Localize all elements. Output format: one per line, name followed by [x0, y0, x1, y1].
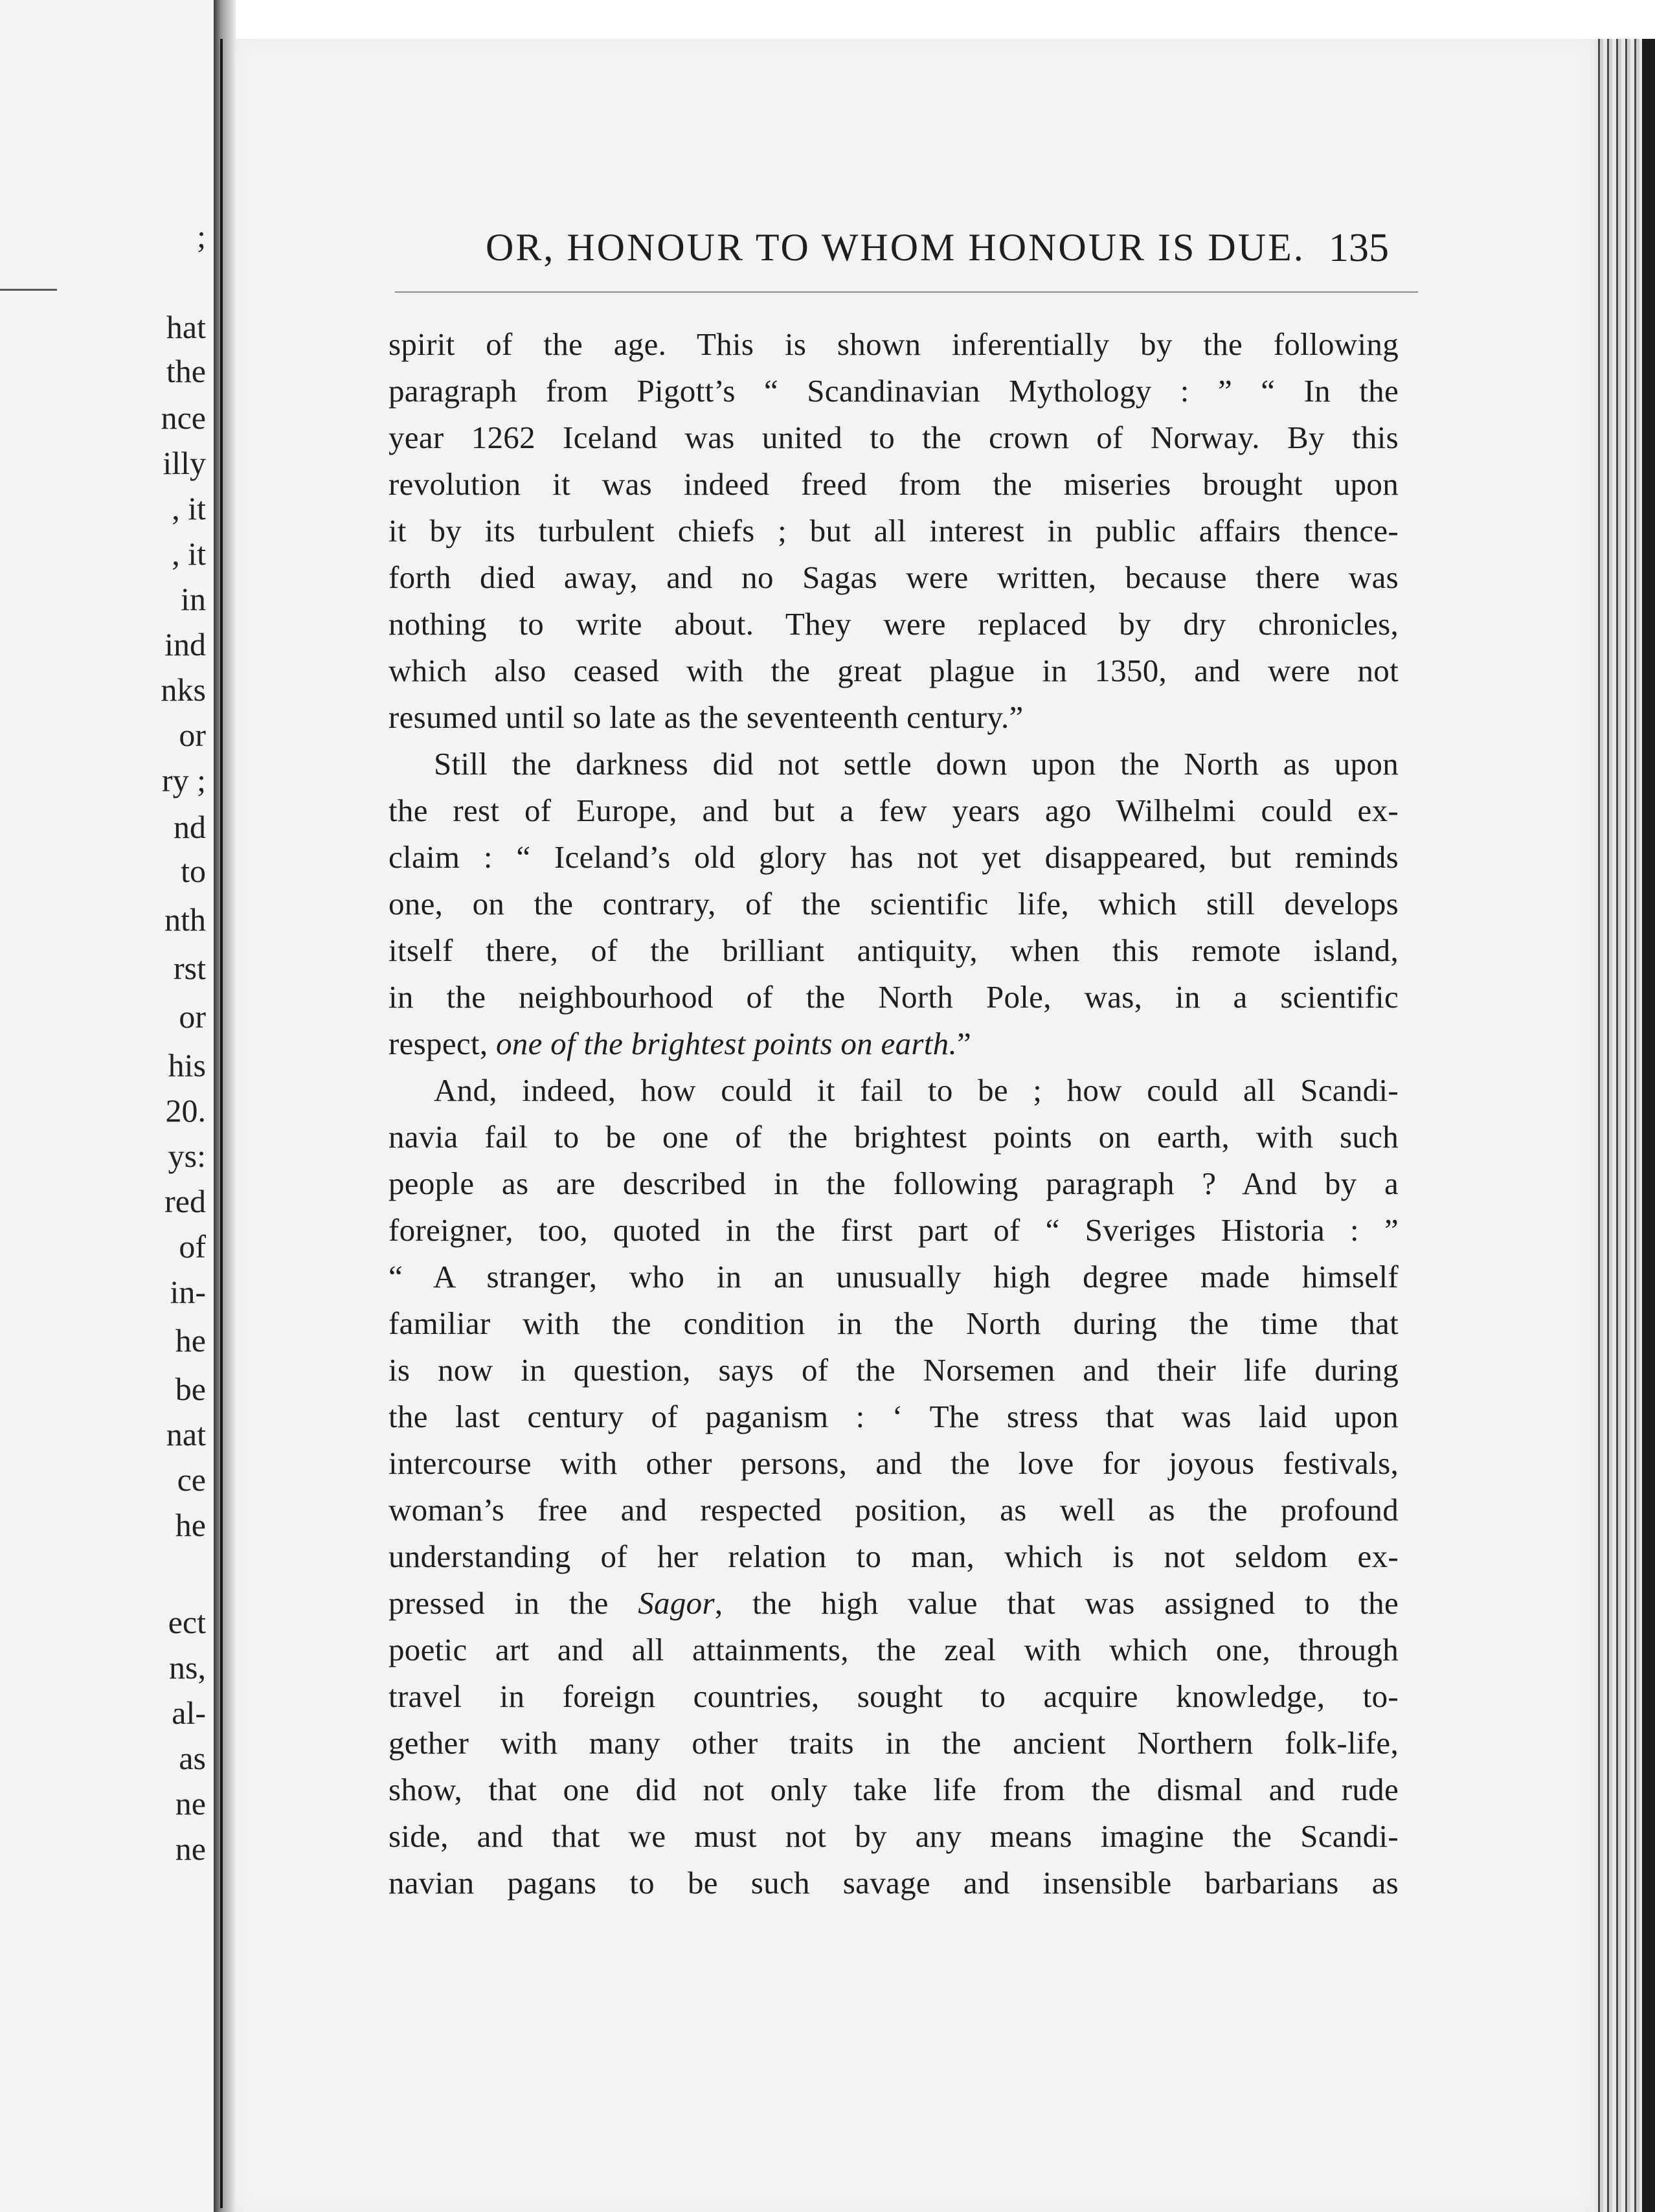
text-line: paragraph from Pigott’s “ Scandinavian Mythology : ” “ In the	[388, 373, 1399, 409]
left-page-fragment-line: in	[181, 581, 206, 617]
left-page-fragment-line: hat	[166, 309, 206, 345]
text-segment: pressed in the	[388, 1585, 609, 1621]
left-page-fragment-line: his	[168, 1047, 206, 1083]
left-page-fragment-line: ne	[175, 1831, 206, 1867]
italic-word: Sagor	[638, 1585, 715, 1621]
text-line: gether with many other traits in the ancient Northern folk-life,	[388, 1725, 1399, 1761]
left-page-fragment-line: nat	[166, 1416, 206, 1452]
left-page-fragment-line: red	[164, 1183, 206, 1219]
left-page-fragment-line: in-	[170, 1274, 206, 1310]
left-page-fragment-line: be	[175, 1371, 206, 1407]
text-line: “ A stranger, who in an unusually high degree made himself	[388, 1259, 1399, 1294]
text-line: show, that one did not only take life from the dismal and rude	[388, 1772, 1399, 1807]
left-page-fragment-line: ect	[168, 1604, 206, 1640]
left-page-fragment-line: ns,	[169, 1649, 206, 1686]
left-page-fragment-line: ys:	[168, 1138, 206, 1174]
running-head-title: OR, HONOUR TO WHOM HONOUR IS DUE.	[486, 226, 1305, 269]
text-line: which also ceased with the great plague in 1350, and were not	[388, 653, 1399, 688]
page-number: 135	[1329, 226, 1389, 270]
running-head-rule	[395, 291, 1418, 293]
text-line: spirit of the age. This is shown inferentially by the following	[388, 326, 1399, 362]
left-page-fragment-line: nd	[174, 809, 206, 845]
left-page-fragment-line: illy	[163, 445, 206, 481]
left-page-fragment-line: ind	[164, 626, 206, 662]
text-line: the last century of paganism : ‘ The stress that was laid upon	[388, 1399, 1399, 1434]
text-line: intercourse with other persons, and the love for joyous festivals,	[388, 1445, 1399, 1481]
text-line: familiar with the condition in the North during the time that	[388, 1305, 1399, 1341]
text-line: itself there, of the brilliant antiquity, when this remote island,	[388, 932, 1399, 968]
left-page-fragment-line: ce	[177, 1462, 206, 1498]
text-line: woman’s free and respected position, as well as the profound	[388, 1492, 1399, 1528]
left-page-fragment-line: nth	[164, 901, 206, 938]
left-page-fragment-line: nce	[161, 400, 206, 436]
left-page-fragment-line: ;	[197, 218, 206, 254]
text-line: poetic art and all attainments, the zeal with which one, through	[388, 1632, 1399, 1667]
left-page-fragment-line: to	[181, 853, 206, 889]
text-line: travel in foreign countries, sought to acquire knowledge, to-	[388, 1678, 1399, 1714]
text-segment: respect,	[388, 1026, 488, 1061]
left-page-rule	[0, 289, 57, 291]
left-page-fragment-line: ry ;	[161, 762, 206, 798]
text-line: resumed until so late as the seventeenth century.”	[388, 699, 1024, 735]
text-line: the rest of Europe, and but a few years ago Wilhelmi could ex-	[388, 793, 1399, 828]
page-edge-stack	[1594, 39, 1655, 2212]
left-page-fragment-line: or	[179, 717, 206, 753]
text-line: nothing to write about. They were replaced by dry chronicles,	[388, 606, 1399, 642]
left-page-fragment-line: nks	[161, 672, 206, 708]
text-line: in the neighbourhood of the North Pole, was, in a scientific	[388, 979, 1399, 1015]
text-line: forth died away, and no Sagas were written, because there was	[388, 559, 1399, 595]
text-line: claim : “ Iceland’s old glory has not yet disappeared, but reminds	[388, 839, 1399, 875]
text-line: navian pagans to be such savage and insensible barbarians as	[388, 1865, 1399, 1901]
text-line: it by its turbulent chiefs ; but all interest in public affairs thence-	[388, 513, 1399, 548]
left-page-fragment-line: or	[179, 999, 206, 1035]
text-line: people as are described in the following paragraph ? And by a	[388, 1166, 1399, 1201]
text-line: navia fail to be one of the brightest points on earth, with such	[388, 1119, 1399, 1155]
left-page-fragment-line: as	[179, 1740, 206, 1776]
text-line: revolution it was indeed freed from the miseries brought upon	[388, 466, 1399, 502]
text-line-with-italic	[388, 1021, 1399, 1067]
text-line: is now in question, says of the Norsemen and their life during	[388, 1352, 1399, 1388]
text-segment: , the high value that was assigned to the	[714, 1585, 1399, 1621]
left-page-fragment	[0, 0, 214, 2212]
text-line: side, and that we must not by any means imagine the Scandi-	[388, 1818, 1399, 1854]
text-line: one, on the contrary, of the scientific life, which still develops	[388, 886, 1399, 921]
left-page-fragment-line: of	[179, 1228, 206, 1265]
text-line: year 1262 Iceland was united to the crown of Norway. By this	[388, 420, 1399, 455]
left-page-fragment-line: the	[166, 353, 206, 389]
left-page-fragment-line: 20.	[165, 1092, 206, 1129]
text-line: understanding of her relation to man, which is not seldom ex-	[388, 1539, 1399, 1574]
body-text	[388, 321, 1399, 1906]
text-line-with-italic	[388, 1580, 1399, 1627]
left-page-fragment-line: rst	[174, 950, 206, 986]
book-gutter	[214, 0, 236, 2212]
italic-phrase: one of the brightest points on earth.	[495, 1026, 957, 1061]
left-page-fragment-line: , it	[172, 490, 206, 526]
left-page-fragment-line: he	[175, 1507, 206, 1543]
paragraph-start-line: And, indeed, how could it fail to be ; how could all Scandi-	[434, 1072, 1399, 1108]
left-page-fragment-line: al-	[172, 1695, 206, 1731]
left-page-fragment-line: ne	[175, 1785, 206, 1822]
paragraph-start-line: Still the darkness did not settle down upon the North as upon	[434, 746, 1399, 782]
text-line: foreigner, too, quoted in the first part of “ Sveriges Historia : ”	[388, 1212, 1399, 1248]
left-page-fragment-line: he	[175, 1322, 206, 1359]
left-page-fragment-line: , it	[172, 536, 206, 572]
closing-quote: ”	[957, 1026, 972, 1061]
